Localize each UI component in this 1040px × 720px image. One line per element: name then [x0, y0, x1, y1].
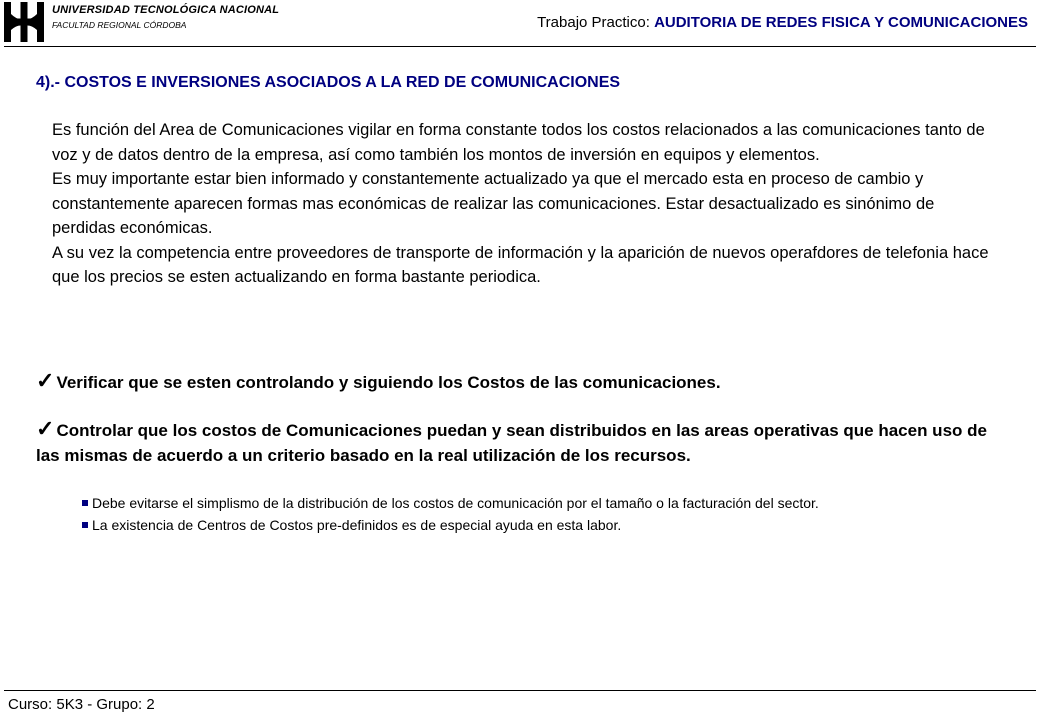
check-icon: ✓ [36, 368, 55, 393]
check-item [36, 368, 996, 395]
check-icon: ✓ [36, 416, 55, 441]
check-item [36, 416, 996, 468]
list-item-text: La existencia de Centros de Costos pre-definidos es de especial ayuda en esta labor. [92, 517, 622, 533]
tp-prefix: Trabajo Practico: [537, 14, 655, 31]
university-name: UNIVERSIDAD TECNOLÓGICA NACIONAL [52, 4, 280, 16]
paragraph: Es función del Area de Comunicaciones vigilar en forma constante todos los costos relacionados a las comunicaciones tanto de voz y de datos dentro de la empresa, así como también los montos de inversión en equipos y elementos. [52, 121, 985, 164]
list-item-text: Debe evitarse el simplismo de la distribución de los costos de comunicación por el tamaño o la facturación del sector. [92, 495, 819, 511]
faculty-name: FACULTAD REGIONAL CÓRDOBA [52, 20, 187, 30]
section-body [52, 118, 1002, 290]
course-info: Curso: 5K3 - Grupo: 2 [8, 696, 155, 713]
section-title: 4).- COSTOS E INVERSIONES ASOCIADOS A LA RED DE COMUNICACIONES [36, 74, 621, 91]
list-item [82, 514, 1012, 536]
utn-logo-icon [4, 2, 44, 42]
paragraph: Es muy importante estar bien informado y constantemente actualizado ya que el mercado esta en proceso de cambio y constantemente aparecen formas mas económicas de realizar las comunicaciones. Estar desactualizado es sinónimo de perdidas económicas. [52, 170, 935, 237]
document-heading [537, 14, 1028, 31]
tp-title: AUDITORIA DE REDES FISICA Y COMUNICACIONES [654, 14, 1028, 31]
paragraph: A su vez la competencia entre proveedores de transporte de información y la aparición de nuevos operafdores de telefonia hace que los precios se esten actualizando en forma bastante periodica. [52, 243, 989, 286]
square-bullet-icon [82, 500, 88, 506]
sub-list [82, 492, 1012, 536]
list-item [82, 492, 1012, 514]
footer-divider [4, 690, 1036, 691]
check-item-text: Verificar que se esten controlando y siguiendo los Costos de las comunicaciones. [56, 373, 721, 392]
square-bullet-icon [82, 522, 88, 528]
header-divider [4, 46, 1036, 47]
check-item-text: Controlar que los costos de Comunicaciones puedan y sean distribuidos en las areas operativas que hacen uso de las mismas de acuerdo a un criterio basado en la real utilización de los recursos. [36, 421, 987, 465]
